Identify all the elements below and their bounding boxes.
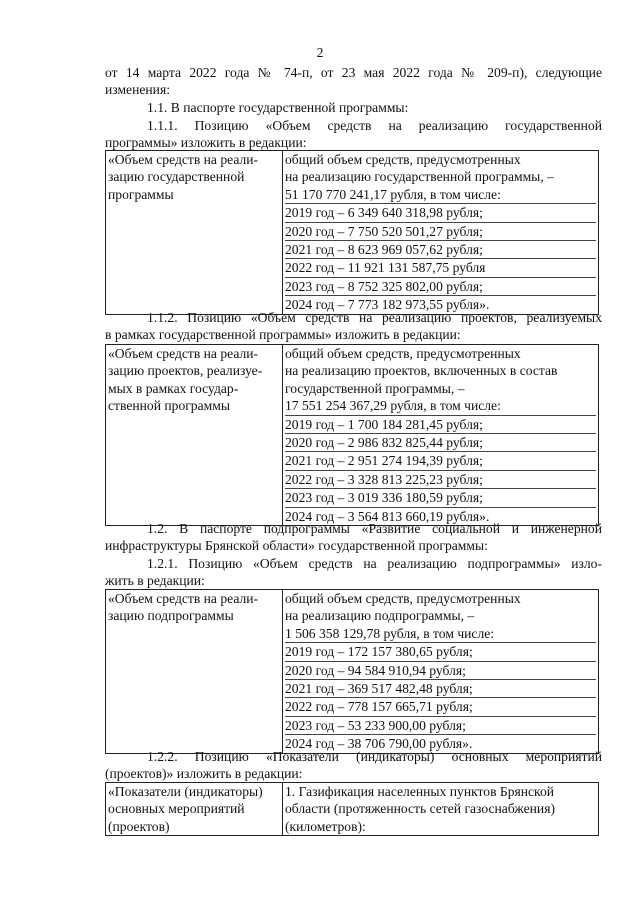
cell-line: на реализацию подпрограммы, –: [285, 608, 475, 624]
paragraph-line: 1.2.2. Позицию «Показатели (индикаторы) основных мероприятий: [147, 749, 602, 764]
cell-line: 17 551 254 367,29 рубля, в том числе:: [285, 397, 596, 415]
cell-line: «Объем средств на реали-: [108, 346, 259, 361]
cell-line: на реализацию проектов, включенных в состав: [285, 363, 558, 379]
paragraph-line: 1.1.1. Позицию «Объем средств на реализацию государственной: [147, 118, 602, 133]
table-projects-funding: [105, 344, 599, 526]
section-1-1: [105, 99, 602, 116]
cell-line: общий объем средств, предусмотренных: [285, 591, 521, 606]
cell-line: на реализацию государственной программы, –: [285, 169, 554, 185]
cell-line: основных мероприятий: [108, 801, 245, 817]
paragraph-line: инфраструктуры Брянской области» государственной программы:: [105, 538, 488, 554]
section-1-2: [105, 520, 602, 555]
cell-line: 2022 год – 778 157 665,71 рубля;: [285, 698, 596, 716]
cell-line: 2023 год – 8 752 325 802,00 рубля;: [285, 278, 596, 296]
page-number: 2: [316, 45, 324, 60]
table-left-cell: [106, 151, 283, 315]
section-heading: 1.1. В паспорте государственной программы:: [147, 100, 409, 115]
cell-line: 2019 год – 1 700 184 281,45 рубля;: [285, 416, 596, 434]
table-right-cell: [283, 783, 599, 836]
cell-line: (километров):: [285, 818, 366, 834]
paragraph-line: программы» изложить в редакции:: [105, 135, 307, 151]
cell-line: 1. Газификация населенных пунктов Брянской: [285, 784, 555, 799]
paragraph-line: 1.2. В паспорте подпрограммы «Развитие социальной и инженерной: [147, 521, 602, 536]
table-subprogram-funding: [105, 589, 599, 754]
cell-line: 1 506 358 129,78 рубля, в том числе:: [285, 625, 596, 643]
cell-line: 2024 год – 38 706 790,00 рубля».: [285, 736, 473, 752]
table-program-funding: [105, 150, 599, 315]
cell-line: 2020 год – 7 750 520 501,27 рубля;: [285, 223, 596, 241]
cell-line: 2020 год – 94 584 910,94 рубля;: [285, 662, 596, 680]
cell-line: 2022 год – 11 921 131 587,75 рубля: [285, 259, 596, 277]
section-1-1-1: [105, 117, 602, 152]
cell-line: 2021 год – 2 951 274 194,39 рубля;: [285, 452, 596, 470]
cell-line: зацию проектов, реализуе-: [108, 363, 263, 379]
paragraph-line: 1.2.1. Позицию «Объем средств на реализацию подпрограммы» изло-: [147, 556, 602, 571]
cell-line: 2023 год – 53 233 900,00 рубля;: [285, 717, 596, 735]
cell-line: области (протяженность сетей газоснабжения): [285, 801, 555, 817]
cell-line: 2022 год – 3 328 813 225,23 рубля;: [285, 471, 596, 489]
table-left-cell: [106, 590, 283, 754]
intro-paragraph: [105, 64, 602, 99]
cell-line: 51 170 770 241,17 рубля, в том числе:: [285, 186, 596, 204]
cell-line: 2021 год – 369 517 482,48 рубля;: [285, 680, 596, 698]
intro-line: от 14 марта 2022 года № 74-п, от 23 мая 2022 года № 209-п), следующие: [105, 65, 602, 80]
cell-line: 2020 год – 2 986 832 825,44 рубля;: [285, 434, 596, 452]
paragraph-line: в рамках государственной программы» изложить в редакции:: [105, 327, 461, 343]
table-left-cell: [106, 783, 283, 836]
section-1-2-1: [105, 555, 602, 590]
cell-line: ственной программы: [108, 398, 230, 414]
cell-line: 2019 год – 172 157 380,65 рубля;: [285, 643, 596, 661]
cell-line: 2024 год – 7 773 182 973,55 рубля».: [285, 297, 490, 313]
cell-line: государственной программы, –: [285, 380, 465, 396]
cell-line: «Объем средств на реали-: [108, 152, 259, 167]
cell-line: зацию государственной: [108, 169, 245, 185]
paragraph-line: (проектов)» изложить в редакции:: [105, 766, 303, 782]
cell-line: 2023 год – 3 019 336 180,59 рубля;: [285, 489, 596, 507]
section-1-2-2: [105, 748, 602, 783]
cell-line: зацию подпрограммы: [108, 608, 234, 624]
table-left-cell: [106, 345, 283, 526]
intro-line: изменения:: [105, 82, 170, 98]
cell-line: мых в рамках государ-: [108, 380, 239, 396]
table-indicators: [105, 782, 599, 836]
paragraph-line: жить в редакции:: [105, 573, 205, 589]
cell-line: (проектов): [108, 818, 170, 834]
table-right-cell: [283, 151, 599, 315]
table-right-cell: [283, 590, 599, 754]
section-1-1-2: [105, 309, 602, 344]
cell-line: общий объем средств, предусмотренных: [285, 152, 521, 167]
cell-line: «Показатели (индикаторы): [108, 784, 263, 799]
cell-line: 2019 год – 6 349 640 318,98 рубля;: [285, 204, 596, 222]
cell-line: «Объем средств на реали-: [108, 591, 259, 606]
cell-line: общий объем средств, предусмотренных: [285, 346, 521, 361]
cell-line: 2024 год – 3 564 813 660,19 рубля».: [285, 508, 490, 524]
paragraph-line: 1.1.2. Позицию «Объем средств на реализацию проектов, реализуемых: [147, 310, 602, 325]
cell-line: 2021 год – 8 623 969 057,62 рубля;: [285, 241, 596, 259]
table-right-cell: [283, 345, 599, 526]
cell-line: программы: [108, 186, 174, 202]
